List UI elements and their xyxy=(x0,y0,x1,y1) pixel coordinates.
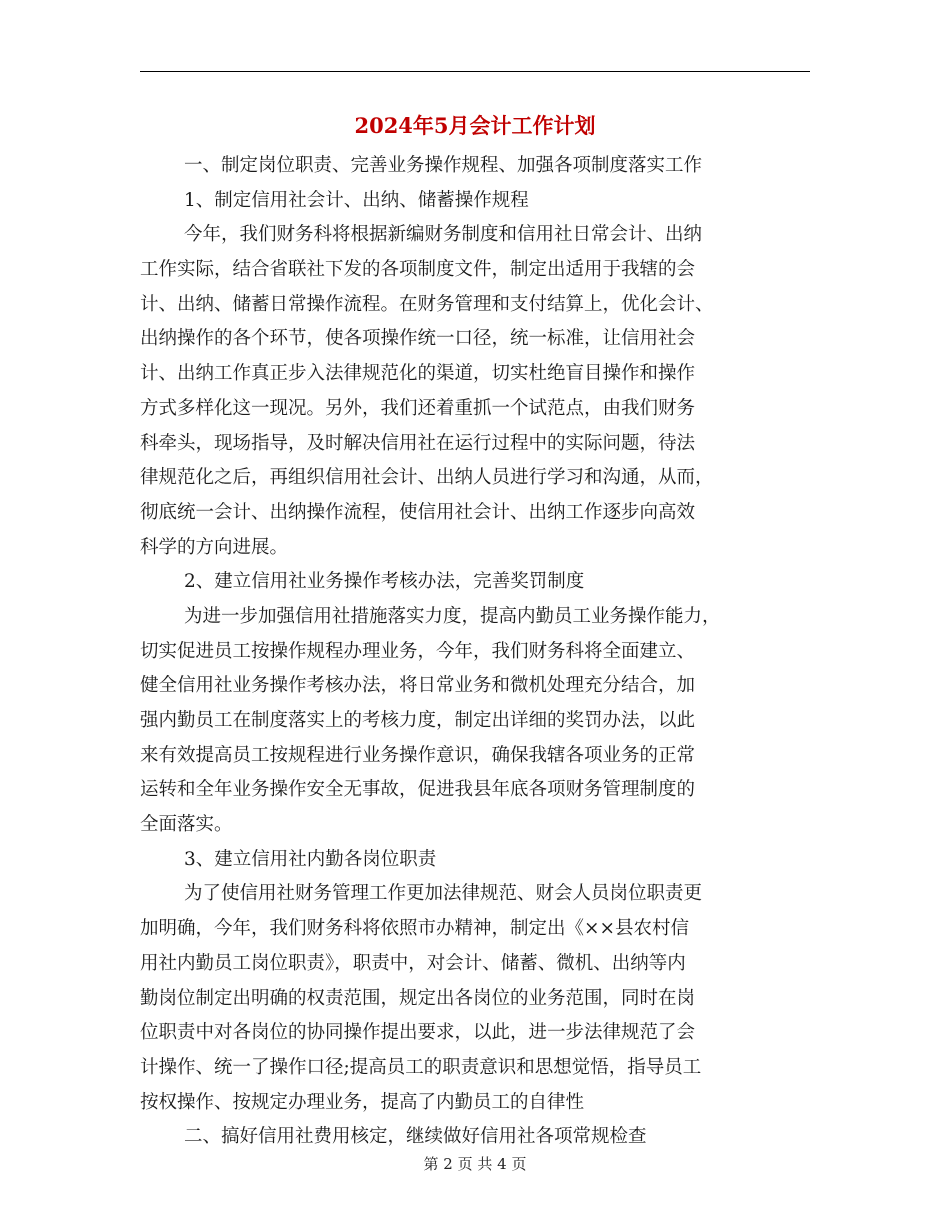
text-line: 为进一步加强信用社措施落实力度，提高内勤员工业务操作能力， xyxy=(184,605,721,627)
text-line: 为了使信用社财务管理工作更加法律规范、财会人员岗位职责更 xyxy=(184,883,703,905)
text-line: 用社内勤员工岗位职责》，职责中，对会计、储蓄、微机、出纳等内 xyxy=(140,952,686,974)
text-line: 彻底统一会计、出纳操作流程，使信用社会计、出纳工作逐步向高效 xyxy=(140,501,696,523)
text-line: 计、出纳工作真正步入法律规范化的渠道，切实杜绝盲目操作和操作 xyxy=(140,363,696,385)
text-line: 科牵头，现场指导，及时解决信用社在运行过程中的实际问题，待法 xyxy=(140,432,696,454)
document-title: 2024年5月会计工作计划 xyxy=(354,113,596,138)
text-line: 切实促进员工按操作规程办理业务，今年，我们财务科将全面建立、 xyxy=(140,640,696,662)
text-line: 计操作、统一了操作口径;提高员工的职责意识和思想觉悟，指导员工 xyxy=(140,1056,702,1078)
text-line: 二、搞好信用社费用核定，继续做好信用社各项常规检查 xyxy=(184,1126,647,1148)
text-line: 来有效提高员工按规程进行业务操作意识，确保我辖各项业务的正常 xyxy=(140,744,696,766)
text-line: 全面落实。 xyxy=(140,814,233,836)
text-line: 科学的方向进展。 xyxy=(140,536,289,558)
header-rule xyxy=(140,71,810,72)
text-line: 出纳操作的各个环节，使各项操作统一口径，统一标准，让信用社会 xyxy=(140,328,696,350)
text-line: 一、制定岗位职责、完善业务操作规程、加强各项制度落实工作 xyxy=(184,155,703,176)
text-line: 2、建立信用社业务操作考核办法，完善奖罚制度 xyxy=(184,571,585,593)
text-line: 1、制定信用社会计、出纳、储蓄操作规程 xyxy=(184,189,529,211)
text-line: 今年，我们财务科将根据新编财务制度和信用社日常会计、出纳 xyxy=(184,224,703,246)
text-line: 位职责中对各岗位的协同操作提出要求，以此，进一步法律规范了会 xyxy=(140,1022,696,1044)
text-line: 工作实际，结合省联社下发的各项制度文件，制定出适用于我辖的会 xyxy=(140,259,696,281)
text-line: 勤岗位制定出明确的权责范围，规定出各岗位的业务范围，同时在岗 xyxy=(140,987,696,1009)
page-number: 第 2 页 共 4 页 xyxy=(423,1155,527,1173)
text-line: 方式多样化这一现况。另外，我们还着重抓一个试范点，由我们财务 xyxy=(140,397,696,419)
text-line: 运转和全年业务操作安全无事故，促进我县年底各项财务管理制度的 xyxy=(140,779,696,801)
text-line: 强内勤员工在制度落实上的考核力度，制定出详细的奖罚办法，以此 xyxy=(140,710,696,731)
document-body xyxy=(140,149,810,1155)
text-line: 按权操作、按规定办理业务，提高了内勤员工的自律性 xyxy=(140,1091,585,1113)
text-line: 3、建立信用社内勤各岗位职责 xyxy=(184,848,437,870)
text-line: 健全信用社业务操作考核办法，将日常业务和微机处理充分结合，加 xyxy=(140,675,696,697)
text-line: 律规范化之后，再组织信用社会计、出纳人员进行学习和沟通，从而， xyxy=(140,467,714,489)
text-line: 加明确，今年，我们财务科将依照市办精神，制定出《××县农村信 xyxy=(140,918,690,940)
text-line: 计、出纳、储蓄日常操作流程。在财务管理和支付结算上，优化会计、 xyxy=(140,293,714,315)
